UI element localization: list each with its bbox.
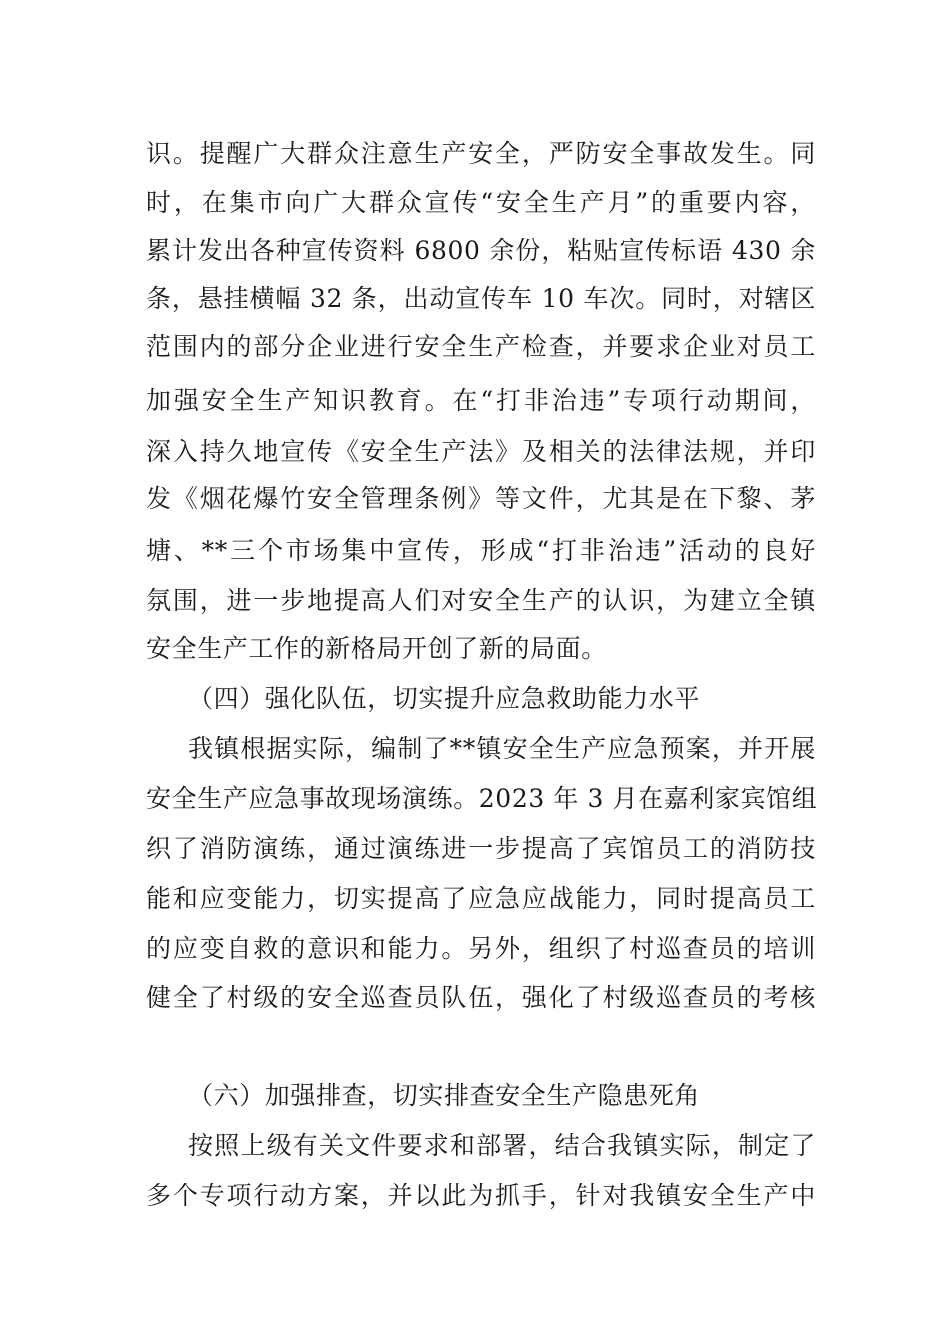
paragraph-line: 发《烟花爆竹安全管理条例》等文件，尤其是在下黎、茅 <box>146 484 816 513</box>
paragraph-line-first: 按照上级有关文件要求和部署，结合我镇实际，制定了 <box>188 1131 816 1160</box>
section-heading-six: （六）加强排查，切实排查安全生产隐患死角 <box>188 1081 701 1110</box>
paragraph-line: 氛围，进一步地提高人们对安全生产的认识，为建立全镇 <box>146 586 816 615</box>
paragraph-line: 时，在集市向广大群众宣传“安全生产月”的重要内容， <box>146 188 816 217</box>
paragraph-line: 范围内的部分企业进行安全生产检查，并要求企业对员工 <box>146 332 816 361</box>
paragraph-line: 织了消防演练，通过演练进一步提高了宾馆员工的消防技 <box>146 834 816 863</box>
paragraph-line: 累计发出各种宣传资料 6800 余份，粘贴宣传标语 430 余 <box>146 236 816 265</box>
paragraph-line: 深入持久地宣传《安全生产法》及相关的法律法规，并印 <box>146 437 816 466</box>
section-heading-four: （四）强化队伍，切实提升应急救助能力水平 <box>188 684 701 713</box>
paragraph-line: 识。提醒广大群众注意生产安全，严防安全事故发生。同 <box>146 139 816 168</box>
paragraph-line: 加强安全生产知识教育。在“打非治违”专项行动期间， <box>146 386 816 415</box>
paragraph-line: 的应变自救的意识和能力。另外，组织了村巡查员的培训 <box>146 934 816 963</box>
paragraph-line: 健全了村级的安全巡查员队伍，强化了村级巡查员的考核 <box>146 983 816 1012</box>
paragraph-line: 条，悬挂横幅 32 条，出动宣传车 10 车次。同时，对辖区 <box>146 284 816 313</box>
paragraph-line: 能和应变能力，切实提高了应急应战能力，同时提高员工 <box>146 884 816 913</box>
paragraph-line-end: 安全生产工作的新格局开创了新的局面。 <box>146 634 607 663</box>
paragraph-line-first: 我镇根据实际，编制了**镇安全生产应急预案，并开展 <box>188 734 816 763</box>
paragraph-line: 安全生产应急事故现场演练。2023 年 3 月在嘉利家宾馆组 <box>146 784 818 813</box>
paragraph-line: 塘、**三个市场集中宣传，形成“打非治违”活动的良好 <box>146 536 816 565</box>
paragraph-line: 多个专项行动方案，并以此为抓手，针对我镇安全生产中 <box>146 1181 816 1210</box>
